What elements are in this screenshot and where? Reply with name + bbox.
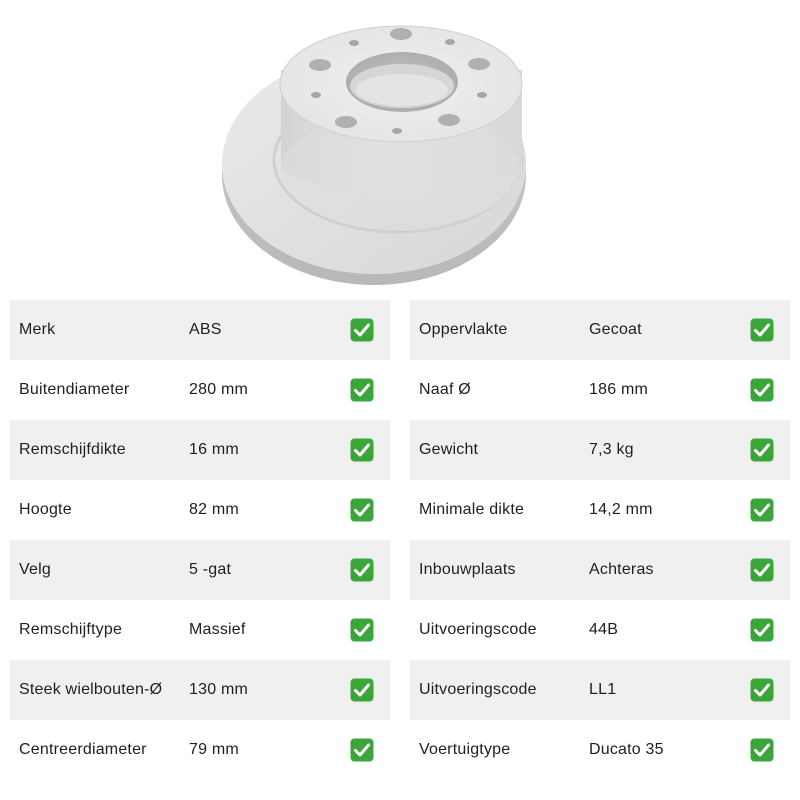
spec-row	[10, 720, 390, 780]
spec-label: Uitvoeringscode	[419, 621, 537, 638]
spec-value: 280 mm	[189, 381, 248, 398]
spec-value: Gecoat	[589, 321, 642, 338]
spec-row	[10, 600, 390, 660]
spec-row	[10, 360, 390, 420]
spec-value: Ducato 35	[589, 741, 664, 758]
spec-row	[410, 540, 790, 600]
spec-label: Uitvoeringscode	[419, 681, 537, 698]
spec-value: LL1	[589, 681, 617, 698]
spec-label: Inbouwplaats	[419, 561, 516, 578]
spec-table-left	[10, 300, 390, 780]
spec-row	[10, 660, 390, 720]
check-mark-icon	[350, 738, 374, 762]
spec-row	[10, 540, 390, 600]
spec-value: 44B	[589, 621, 619, 638]
brake-disc-icon	[0, 0, 800, 290]
spec-row	[410, 720, 790, 780]
check-mark-icon	[750, 318, 774, 342]
check-mark-icon	[750, 678, 774, 702]
check-mark-icon	[750, 498, 774, 522]
spec-value: 5 -gat	[189, 561, 232, 578]
check-mark-icon	[750, 738, 774, 762]
spec-value: 82 mm	[189, 501, 239, 518]
spec-label: Buitendiameter	[19, 381, 130, 398]
spec-value: 130 mm	[189, 681, 248, 698]
spec-row	[410, 480, 790, 540]
spec-value: Achteras	[589, 561, 654, 578]
product-image	[0, 0, 800, 290]
spec-row	[10, 420, 390, 480]
spec-label: Remschijfdikte	[19, 441, 126, 458]
spec-row	[10, 300, 390, 360]
check-mark-icon	[350, 678, 374, 702]
spec-label: Merk	[19, 321, 56, 338]
spec-value: 16 mm	[189, 441, 239, 458]
check-mark-icon	[350, 558, 374, 582]
spec-value: 7,3 kg	[589, 441, 634, 458]
spec-label: Gewicht	[419, 441, 479, 458]
spec-value: 186 mm	[589, 381, 648, 398]
spec-table-right	[410, 300, 790, 780]
check-mark-icon	[750, 438, 774, 462]
spec-row	[410, 600, 790, 660]
spec-label: Hoogte	[19, 501, 72, 518]
spec-label: Velg	[19, 561, 51, 578]
spec-label: Centreerdiameter	[19, 741, 147, 758]
check-mark-icon	[350, 438, 374, 462]
spec-row	[410, 660, 790, 720]
spec-label: Oppervlakte	[419, 321, 508, 338]
spec-row	[410, 360, 790, 420]
check-mark-icon	[350, 618, 374, 642]
spec-label: Voertuigtype	[419, 741, 511, 758]
check-mark-icon	[350, 498, 374, 522]
spec-label: Steek wielbouten-Ø	[19, 681, 163, 698]
spec-value: 14,2 mm	[589, 501, 653, 518]
spec-row	[10, 480, 390, 540]
spec-row	[410, 420, 790, 480]
spec-label: Remschijftype	[19, 621, 123, 638]
check-mark-icon	[750, 618, 774, 642]
check-mark-icon	[350, 378, 374, 402]
spec-label: Minimale dikte	[419, 501, 525, 518]
check-mark-icon	[750, 378, 774, 402]
spec-value: Massief	[189, 621, 246, 638]
spec-row	[410, 300, 790, 360]
check-mark-icon	[350, 318, 374, 342]
spec-label: Naaf Ø	[419, 381, 471, 398]
spec-value: 79 mm	[189, 741, 239, 758]
check-mark-icon	[750, 558, 774, 582]
spec-value: ABS	[189, 321, 222, 338]
